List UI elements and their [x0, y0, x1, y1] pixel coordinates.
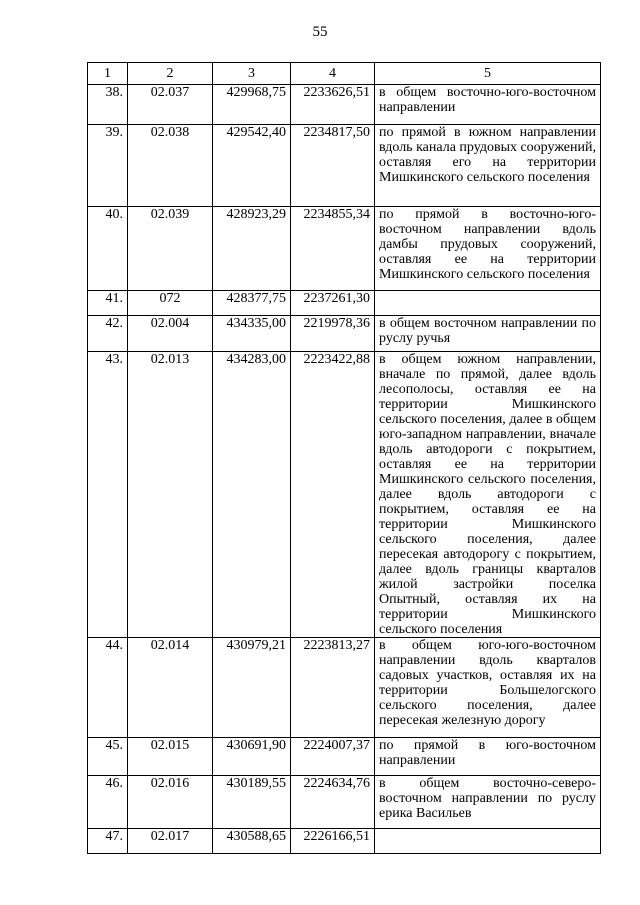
row-number: 40. [88, 207, 128, 291]
table-header [88, 63, 601, 85]
row-number: 44. [88, 638, 128, 738]
page-number: 55 [312, 24, 328, 40]
coordinate-y: 2226166,51 [291, 829, 375, 854]
row-number: 41. [88, 291, 128, 316]
coordinate-x: 429542,40 [213, 125, 291, 207]
coordinate-y: 2223422,88 [291, 352, 375, 638]
point-code: 072 [128, 291, 213, 316]
boundary-description: в общем юго-юго-восточном направлении вдоль кварталов садовых участков, оставляя их на территории Большелогского сельского поселения, далее пересекая железную дорогу [375, 638, 601, 738]
header-col-4: 4 [291, 63, 375, 85]
boundary-description: по прямой в южном направлении вдоль канала прудовых сооружений, оставляя его на территории Мишкинского сельского поселения [375, 125, 601, 207]
coordinate-x: 428923,29 [213, 207, 291, 291]
point-code: 02.037 [128, 85, 213, 125]
coordinate-y: 2224007,37 [291, 738, 375, 776]
coordinate-x: 434335,00 [213, 316, 291, 352]
boundary-description: по прямой в юго-восточном направлении [375, 738, 601, 776]
boundary-description [375, 829, 601, 854]
coordinate-x: 428377,75 [213, 291, 291, 316]
table-row [88, 738, 601, 776]
coordinate-y: 2223813,27 [291, 638, 375, 738]
coordinate-x: 430979,21 [213, 638, 291, 738]
boundary-description: в общем восточном направлении по руслу ручья [375, 316, 601, 352]
header-col-3: 3 [213, 63, 291, 85]
coordinate-y: 2233626,51 [291, 85, 375, 125]
coordinate-y: 2234855,34 [291, 207, 375, 291]
header-col-5: 5 [375, 63, 601, 85]
table-row [88, 638, 601, 738]
point-code: 02.015 [128, 738, 213, 776]
coordinate-x: 434283,00 [213, 352, 291, 638]
point-code: 02.017 [128, 829, 213, 854]
point-code: 02.038 [128, 125, 213, 207]
row-number: 45. [88, 738, 128, 776]
table-row [88, 829, 601, 854]
row-number: 42. [88, 316, 128, 352]
table-row [88, 85, 601, 125]
boundary-description [375, 291, 601, 316]
row-number: 39. [88, 125, 128, 207]
boundary-description: в общем восточно-северо-восточном направлении по руслу ерика Васильев [375, 776, 601, 829]
boundary-description: по прямой в восточно-юго-восточном направлении вдоль дамбы прудовых сооружений, оставляя ее на территории Мишкинского сельского поселения [375, 207, 601, 291]
table-row [88, 776, 601, 829]
coordinate-x: 430691,90 [213, 738, 291, 776]
row-number: 38. [88, 85, 128, 125]
point-code: 02.014 [128, 638, 213, 738]
coordinate-x: 430189,55 [213, 776, 291, 829]
boundary-points-table [87, 62, 601, 854]
coordinate-y: 2234817,50 [291, 125, 375, 207]
table-row [88, 207, 601, 291]
coordinate-y: 2224634,76 [291, 776, 375, 829]
coordinate-x: 429968,75 [213, 85, 291, 125]
row-number: 46. [88, 776, 128, 829]
header-row [88, 63, 601, 85]
row-number: 43. [88, 352, 128, 638]
boundary-description: в общем восточно-юго-восточном направлении [375, 85, 601, 125]
table-row [88, 125, 601, 207]
table-row [88, 316, 601, 352]
header-col-1: 1 [88, 63, 128, 85]
table-body [88, 85, 601, 854]
coordinate-x: 430588,65 [213, 829, 291, 854]
point-code: 02.016 [128, 776, 213, 829]
row-number: 47. [88, 829, 128, 854]
table-row [88, 291, 601, 316]
table-row [88, 352, 601, 638]
point-code: 02.039 [128, 207, 213, 291]
header-col-2: 2 [128, 63, 213, 85]
boundary-description: в общем южном направлении, вначале по прямой, далее вдоль лесополосы, оставляя ее на территории Мишкинского сельского поселения, далее в общем юго-западном направлении, вначале вдоль автодороги с покрытием, оставляя ее на территории Мишкинского сельского поселения, далее вдоль автодороги с покрытием, оставляя ее на территории Мишкинского сельского поселения, далее пересекая автодорогу с покрытием, далее вдоль границы кварталов жилой застройки поселка Опытный, оставляя их на территории Мишкинского сельского поселения [375, 352, 601, 638]
coordinate-y: 2237261,30 [291, 291, 375, 316]
coordinate-y: 2219978,36 [291, 316, 375, 352]
point-code: 02.004 [128, 316, 213, 352]
point-code: 02.013 [128, 352, 213, 638]
